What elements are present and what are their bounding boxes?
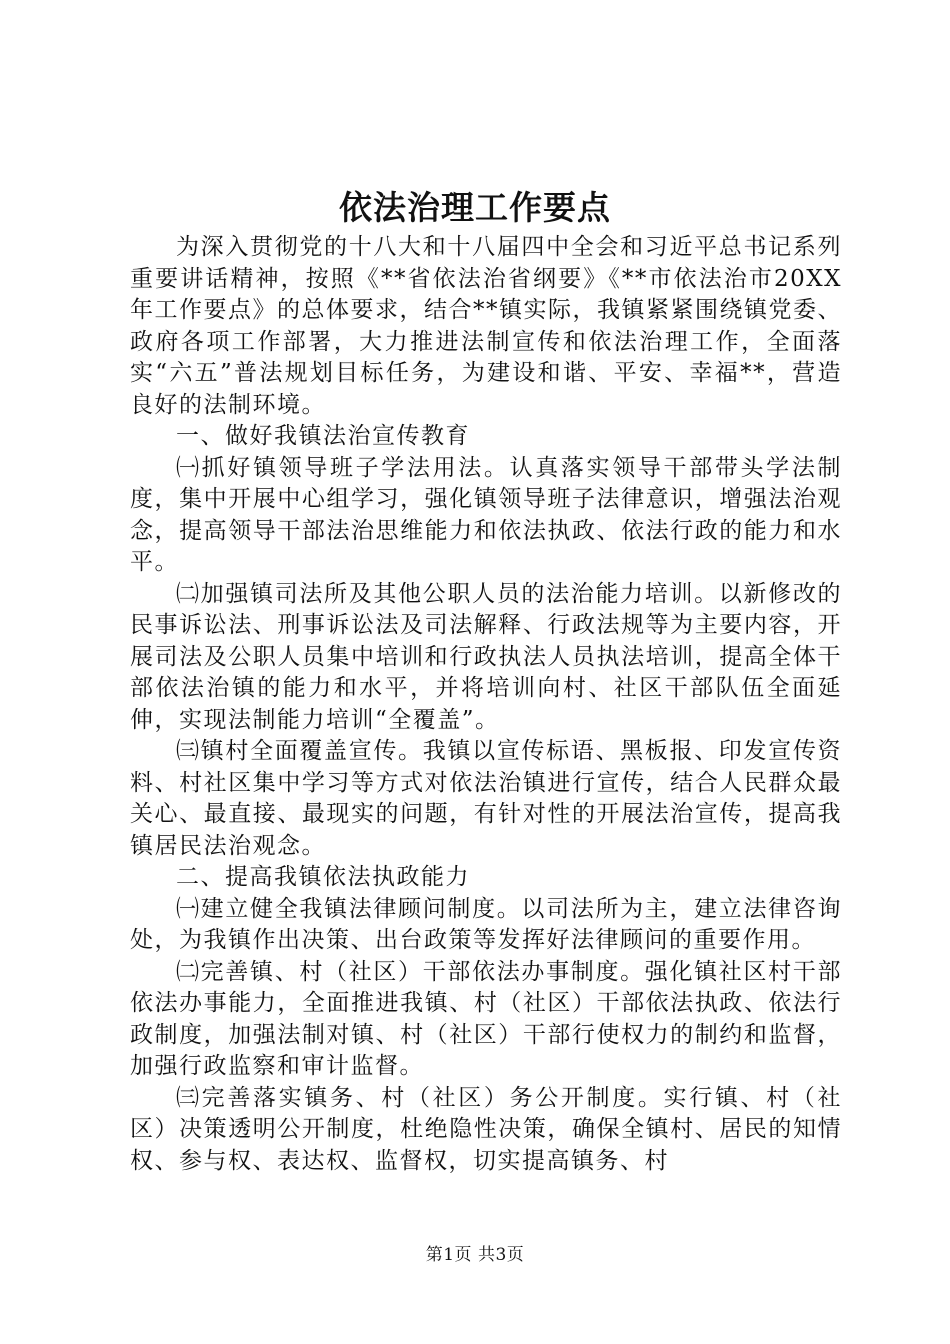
intro-paragraph: 为深入贯彻党的十八大和十八届四中全会和习近平总书记系列重要讲话精神，按照《**省依法治省纲要》《**市依法治市20XX年工作要点》的总体要求，结合**镇实际，我镇紧紧围绕镇党委、政府各项工作部署，大力推进法制宣传和依法治理工作，全面落实“六五”普法规划目标任务，为建设和谐、平安、幸福**，营造良好的法制环境。: [130, 234, 842, 418]
section-1-heading: 一、做好我镇法治宣传教育: [176, 423, 470, 449]
document-body: [130, 232, 842, 1177]
section-1-item-3: ㈢镇村全面覆盖宣传。我镇以宣传标语、黑板报、印发宣传资料、村社区集中学习等方式对依法治镇进行宣传，结合人民群众最关心、最直接、最现实的问题，有针对性的开展法治宣传，提高我镇居民法治观念。: [130, 738, 842, 859]
document-title: 依法治理工作要点: [339, 188, 611, 227]
page-number-footer: 第1页 共3页: [425, 1245, 525, 1265]
section-2-item-3: ㈢完善落实镇务、村（社区）务公开制度。实行镇、村（社区）决策透明公开制度，杜绝隐性决策，确保全镇村、居民的知情权、参与权、表达权、监督权，切实提高镇务、村: [130, 1084, 842, 1174]
section-1-item-1: ㈠抓好镇领导班子学法用法。认真落实领导干部带头学法制度，集中开展中心组学习，强化镇领导班子法律意识，增强法治观念，提高领导干部法治思维能力和依法执政、依法行政的能力和水平。: [130, 454, 842, 575]
section-2-item-1: ㈠建立健全我镇法律顾问制度。以司法所为主，建立法律咨询处，为我镇作出决策、出台政策等发挥好法律顾问的重要作用。: [130, 895, 842, 953]
section-1-item-2: ㈡加强镇司法所及其他公职人员的法治能力培训。以新修改的民事诉讼法、刑事诉讼法及司法解释、行政法规等为主要内容，开展司法及公职人员集中培训和行政执法人员执法培训，提高全体干部依法治镇的能力和水平，并将培训向村、社区干部队伍全面延伸，实现法制能力培训“全覆盖”。: [130, 580, 842, 733]
section-2-item-2: ㈡完善镇、村（社区）干部依法办事制度。强化镇社区村干部依法办事能力，全面推进我镇、村（社区）干部依法执政、依法行政制度，加强法制对镇、村（社区）干部行使权力的制约和监督，加强行政监察和审计监督。: [130, 958, 842, 1079]
section-2-heading: 二、提高我镇依法执政能力: [176, 864, 470, 890]
